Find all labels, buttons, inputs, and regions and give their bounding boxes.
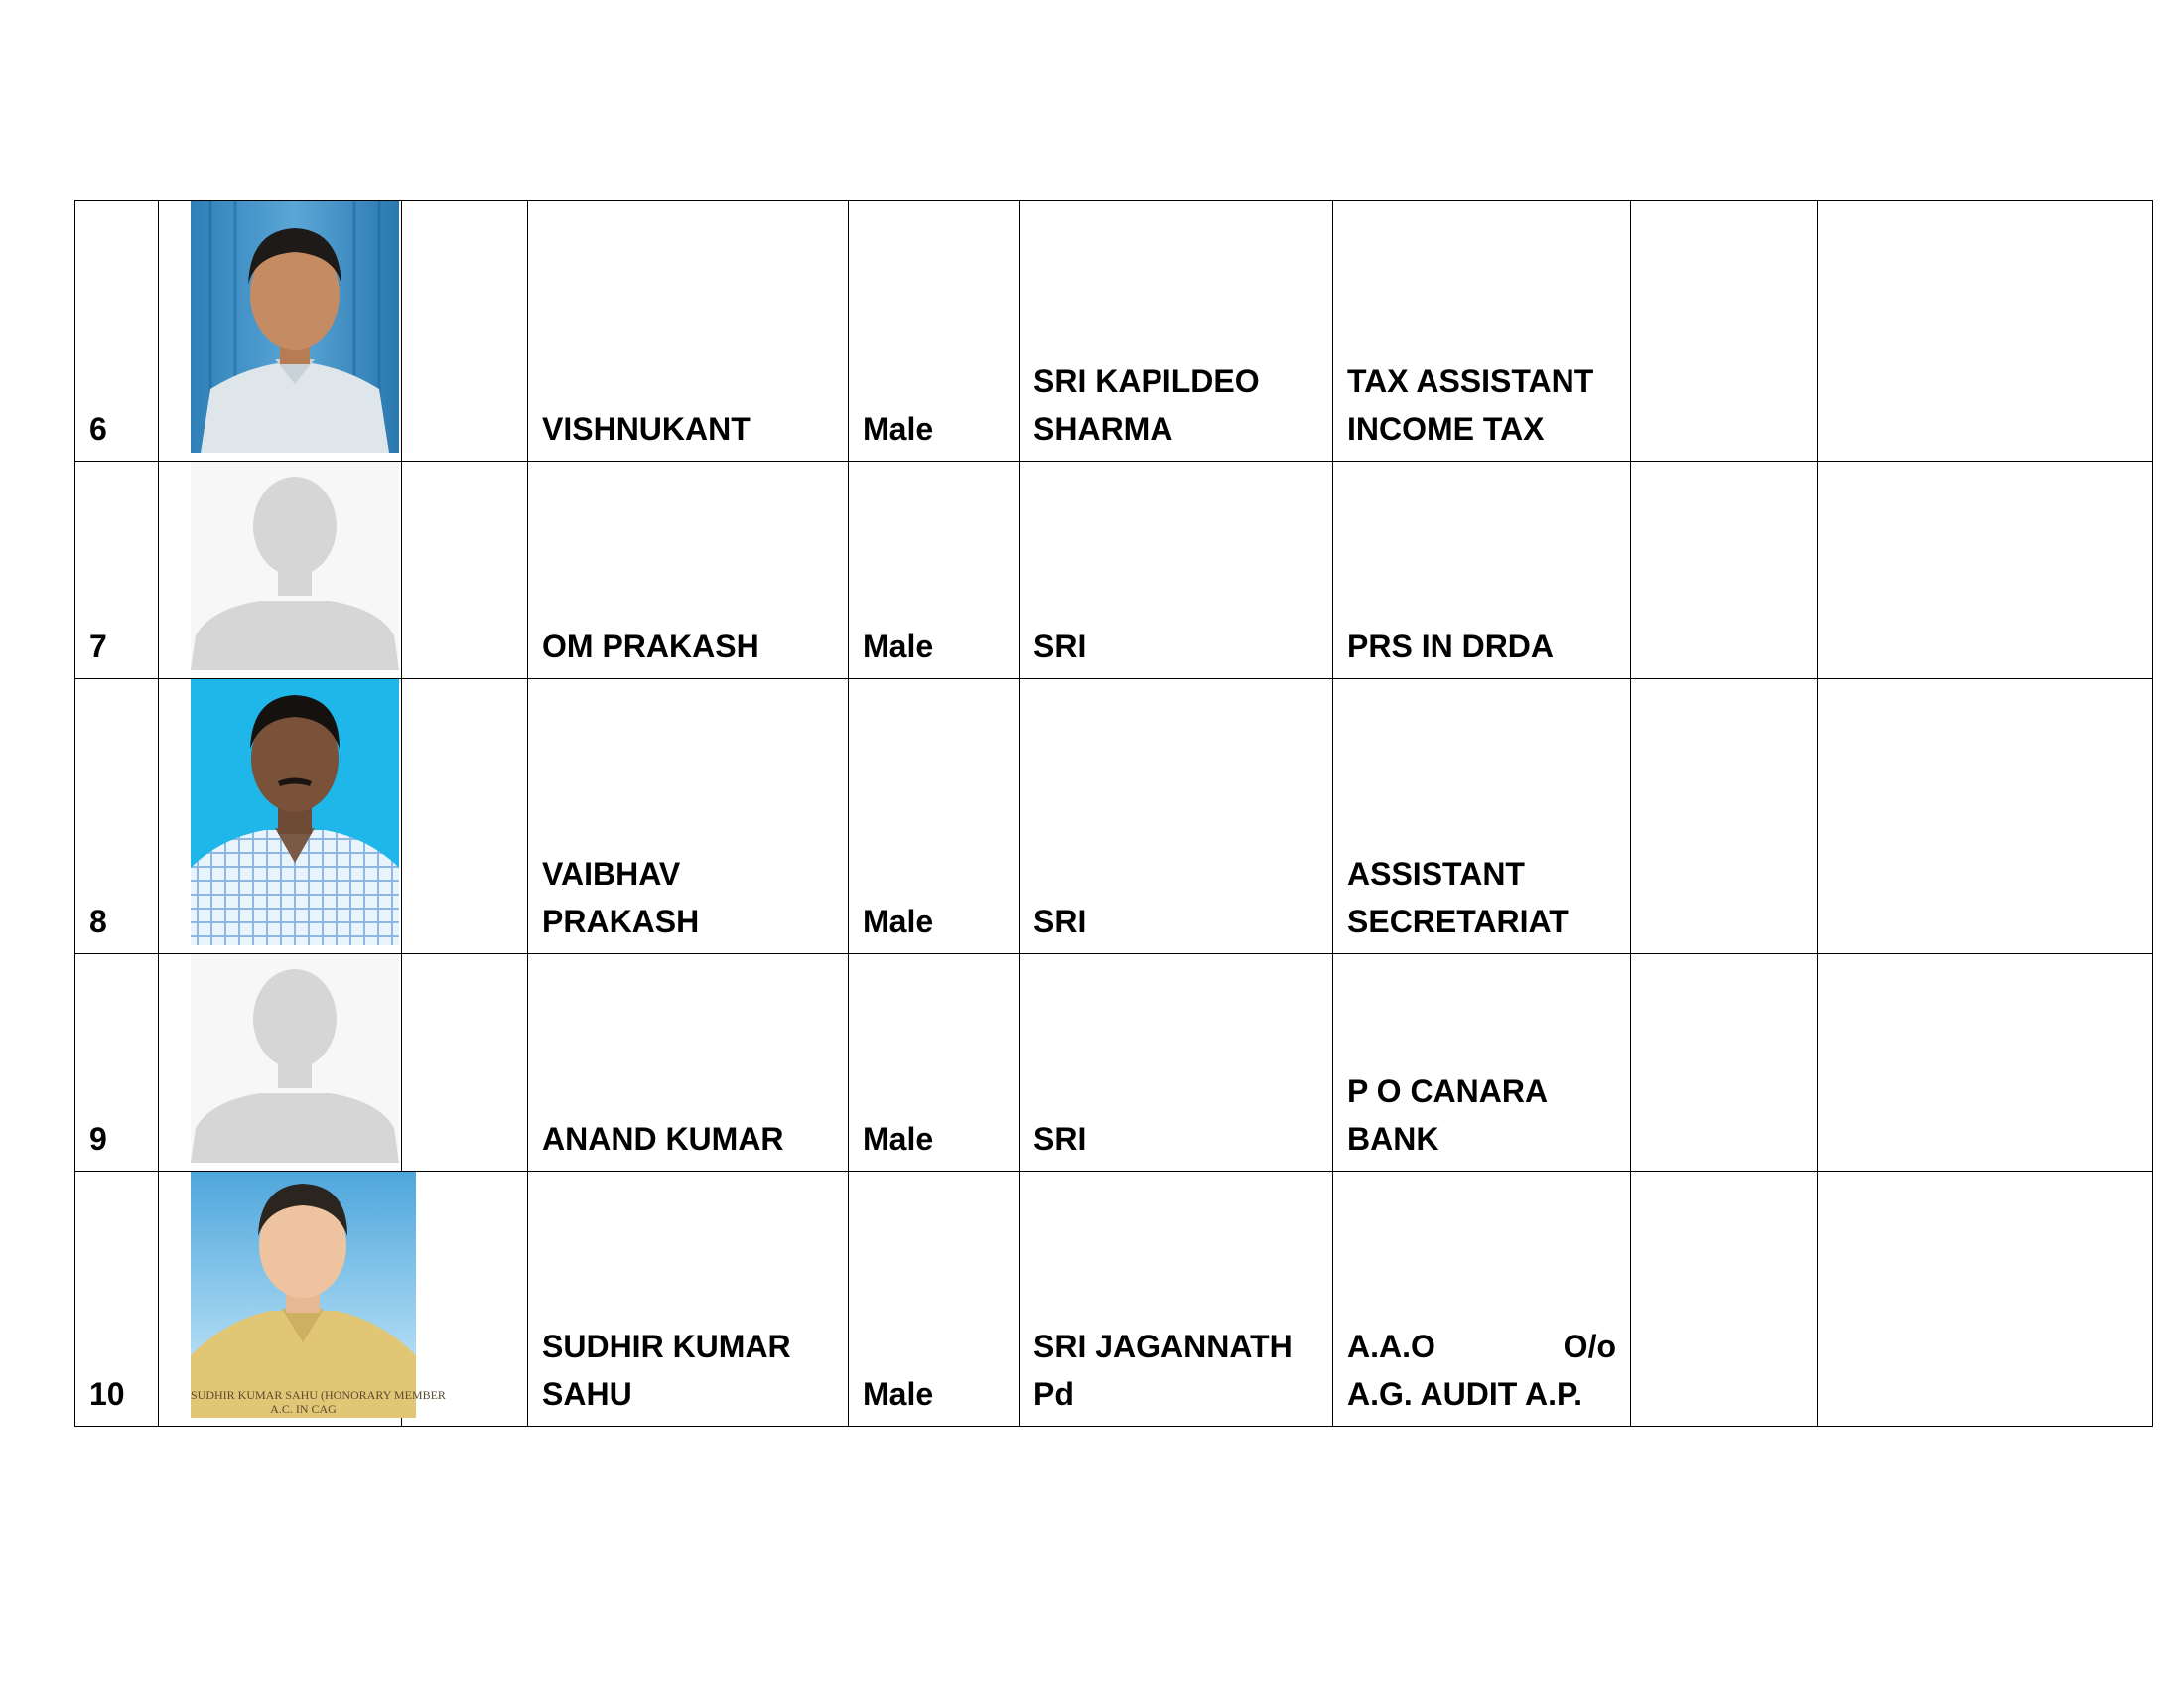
father-name: SRI [1020,462,1333,679]
father-name: SRI JAGANNATH Pd [1020,1172,1333,1427]
photo-cell [159,201,402,462]
designation: TAX ASSISTANT INCOME TAX [1333,201,1631,462]
table-row [75,201,2153,462]
serial-number: 7 [75,462,159,679]
empty-cell [1631,954,1818,1172]
table-row [75,954,2153,1172]
father-name: SRI [1020,679,1333,954]
empty-cell [1631,679,1818,954]
placeholder-silhouette-icon [191,462,399,670]
gender: Male [849,954,1020,1172]
serial-number: 10 [75,1172,159,1427]
photo-cell [159,462,402,679]
table-row [75,462,2153,679]
photo-cell [159,954,402,1172]
gender: Male [849,201,1020,462]
empty-cell [1631,462,1818,679]
empty-cell [1818,679,2153,954]
photo-cell [159,679,402,954]
empty-cell [1631,1172,1818,1427]
empty-cell [402,954,528,1172]
empty-cell [1631,201,1818,462]
gender: Male [849,462,1020,679]
empty-cell [402,679,528,954]
candidate-name: ANAND KUMAR [528,954,849,1172]
gender: Male [849,1172,1020,1427]
empty-cell [402,201,528,462]
empty-cell [1818,201,2153,462]
empty-cell [1818,1172,2153,1427]
designation: A.A.O O/o A.G. AUDIT A.P. [1333,1172,1631,1427]
empty-cell [1818,954,2153,1172]
table-row [75,679,2153,954]
person-photo [191,679,399,945]
empty-cell [1818,462,2153,679]
candidate-name: OM PRAKASH [528,462,849,679]
gender: Male [849,679,1020,954]
designation: ASSISTANT SECRETARIAT [1333,679,1631,954]
person-photo [191,1172,446,1418]
designation: P O CANARA BANK [1333,954,1631,1172]
photo-caption: SUDHIR KUMAR SAHU (HONORARY MEMBER A.C. IN CAG [191,1388,446,1416]
table-row [75,1172,2153,1427]
candidate-name: VAIBHAV PRAKASH [528,679,849,954]
empty-cell [402,462,528,679]
serial-number: 8 [75,679,159,954]
serial-number: 9 [75,954,159,1172]
designation: PRS IN DRDA [1333,462,1631,679]
person-photo [191,201,399,453]
candidate-name: SUDHIR KUMAR SAHU [528,1172,849,1427]
photo-cell [159,1172,446,1427]
roster-table [74,200,2153,1427]
father-name: SRI KAPILDEO SHARMA [1020,201,1333,462]
placeholder-silhouette-icon [191,954,399,1163]
father-name: SRI [1020,954,1333,1172]
candidate-name: VISHNUKANT [528,201,849,462]
serial-number: 6 [75,201,159,462]
